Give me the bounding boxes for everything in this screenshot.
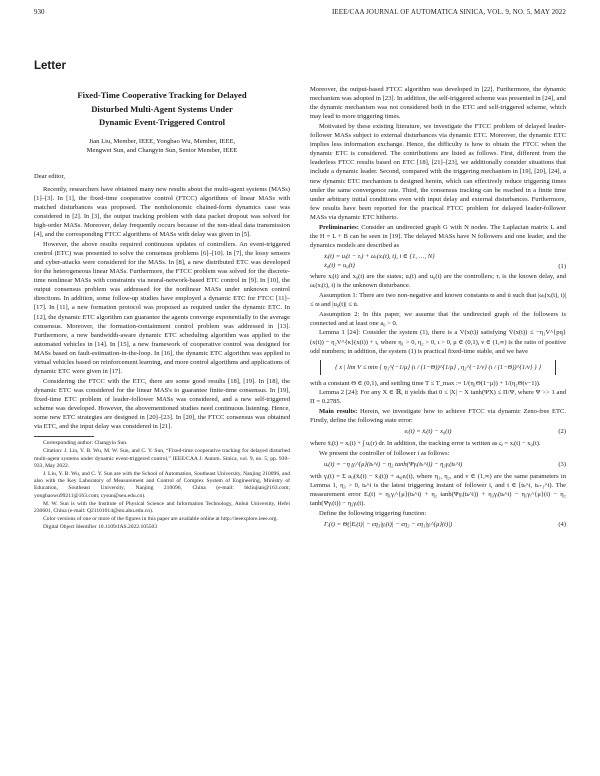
body-paragraph: Considering the FTCC with the ETC, there are some good results [18], [19]. In [18], the dynamic ETC was considered for the linear MAS's to guarantee finite-time consensus. In [19], fixed-time ETC problem of leader-follower MASs was considered, and a new self-triggered scheme was developed. However, the abovementioned studies need continuous listening. Hence, some new ETC strategies are designed in [20]–[23]. In [20], the FTCC consensus was obtained via ETC, and the input delay was considered in [21]. [34, 377, 290, 431]
footnote: Citation: J. Liu, Y. B. Wu, M. W. Sun, and C. Y. Sun, “Fixed-time cooperative tracking for delayed disturbed multi-agent systems under dynamic event-triggered control,” IEEE/CAA J. Autom. Sinica, vol. 9, no. 5, pp. 930–933, May 2022. [34, 448, 290, 469]
body-paragraph: Define the following triggering function: [319, 510, 427, 518]
authors-line: Mengwei Sun, and Changyin Sun, Senior Member, IEEE [86, 146, 238, 154]
footnotes [34, 440, 290, 531]
equation-4 [310, 520, 566, 530]
equation-4-body: Γᵢ(t) = Θ(|Eᵢ(t)| − ϵη₃|γᵢ(t)| − ϵη₂ − ϵη₁|γᵢ^{μ}(t)|) [324, 521, 453, 529]
equation-number: (4) [558, 521, 566, 529]
footnote-doi: Digital Object Identifier 10.1109/JAS.2022.105503 [43, 524, 158, 531]
preliminaries-text: Consider an undirected graph G with N nodes. The Laplacian matrix L and the H = L + B can be seen in [19]. The delayed MASs have N followers and one leader, and the dynamics models are described as [310, 223, 566, 249]
body-paragraph: We present the controller of follower i as follows: [319, 450, 450, 458]
lemma-2: Lemma 2 [24]: For any X ∈ ℝ, it yields that 0 ≤ |X| − X tanh(ΨX) ≤ Π/Ψ, where Ψ >> 1 and Π = 0.2785. [310, 389, 566, 406]
fixed-time-bound-equation: { x | lim V ≤ min { η₁^{−1/μ} (ι / (1−Θ))^{1/μ} , η₂^{−1/ν} (ι / (1−Θ))^{1/ν} } } [320, 360, 556, 375]
equation-number: (2) [558, 428, 566, 436]
footnote: J. Liu, Y. B. Wu, and C. Y. Sun are with the School of Automation, Southeast University, Nanjing 210096, and also with the Key Laboratory of Measurement and Control of Complex System of Engineering, Ministry of Education, Southeast University, Nanjing 210096, China (e-mail: bkliujian@163.com; yongbaowu99211@163.com; cysun@seu.edu.cn). [34, 470, 290, 499]
main-results-text: Herein, we investigate how to achieve FTCC via dynamic Zeno-free ETC. Firstly, define the following state error: [310, 408, 567, 425]
authors [34, 137, 290, 155]
body-paragraph: However, the above results required continuous updates of controllers. An event-triggered control (ETC) was presented to solve the consensus problems [6]–[10]. In [7], the lossy sensors and cyber-attacks were considered for the MASs. In [8], a new distributed ETC was developed for the heterogeneous linear MASs. Furthermore, the FTCC problem was solved for the discrete-time nonlinear MASs with constraints via neural-network-based ETC control in [9]. In [10], the output consensus problem was addressed for the nonlinear MASs under unknown control directions. In addition, some follow-up studies have employed a dynamic ETC for FTCC [11]–[17]. In [11], a new formation protocol was proposed as required under the dynamic ETC. In [12], the dynamic ETC algorithm can guarantee the agents converge exponentially to the average consensus. Moreover, the formation-containment control problem was addressed in [13]. Furthermore, a new bandwidth-aware dynamic ETC scheduling algorithm was applied to the automated vehicles in [14]. In [15], a new framework of cooperative control was designed for MASs based on fault-estimation-in-the-loop. In [16], the dynamic ETC algorithm was applied to virtual vehicles based on reinforcement learning, and more control algorithms and applications of dynamic ETC were given in [17]. [34, 240, 290, 376]
footnote-rule [34, 436, 94, 437]
equation-1 [310, 252, 566, 270]
title-line: Disturbed Multi-Agent Systems Under [91, 103, 233, 114]
footnote: Color versions of one or more of the figures in this paper are available online at http://ieeexplore.ieee.org. [43, 516, 278, 522]
equation-2-body: eᵢ(t) = x̄ᵢ(t) − x₀(t) [404, 428, 452, 436]
page-number: 930 [34, 8, 45, 16]
authors-line: Jian Liu, Member, IEEE, Yongbao Wu, Member, IEEE, [88, 137, 236, 145]
right-column [310, 85, 566, 532]
footnote: Corresponding author: Changyin Sun. [43, 440, 128, 447]
footnote: M. W. Sun is with the Institute of Physical Science and Information Technology, Anhui University, Hefei 230601, China (e-mail: Q21101014@stu.ahu.edu.cn). [34, 500, 290, 514]
equation-1b: ẋ₀(t) = u₀(t) [324, 261, 355, 269]
title-line: Dynamic Event-Triggered Control [98, 117, 226, 127]
equation-number: (3) [558, 461, 566, 469]
body-paragraph: with γᵢ(t) = Σ aᵢⱼ(x̄ᵢ(t) − x̄ⱼ(t)) + aᵢ₀eᵢ(t), where η₁, η₂, and ν ∈ (1,∞) are the same parameters in Lemma 1, η₃ > 0, tₖ^i is the latest triggering instant of follower i, and t ∈ [tₖ^i, tₖ₊₁^i). The measurement error Eᵢ(t) = η₁γᵢ^{μ}(tₖ^i) + η₂ tanh(Ψγᵢ(tₖ^i)) + η₃γᵢ(tₖ^i) − η₁γᵢ^{μ}(t) − η₂ tanh(Ψγᵢ(t)) − η₃γᵢ(t). [310, 473, 566, 508]
section-label: Letter [34, 60, 66, 72]
body-paragraph: Motivated by these existing literature, we investigate the FTCC problem of delayed leader-follower MASs subject to external disturbances via dynamic ETC. Moreover, the dynamic ETC implies less information exchange. Hence, the difficulty is how to obtain the FTCC when the dynamic ETC is considered. The contributions are listed as follows. First, different from the leaderless FTCC results based on ETC [18], [21]–[23], we additionally consider situations that include a dynamic leader. Second, compared with the triggering mechanism in [19], [20], [24], a new dynamic ETC mechanism is designed herein, which can effectively reduce triggering times under the same convergence rate. Third, the consensus tracking can be reached in a finite time under arbitrary initial conditions even with input delay and external disturbances. Furthermore, few results have been reported for the practical FTCC problem for delayed leader-follower MASs via dynamic ETC hitherto. [310, 122, 566, 221]
body-paragraph: Moreover, the output-based FTCC algorithm was developed in [22]. Furthermore, the dynamic mechanism was adopted in [23]. In addition, the self-triggered scheme was presented in [24], and the dynamic mechanism was not considered both in the ETC and self-triggered scheme, which may lead to more triggering times. [310, 86, 566, 121]
body-paragraph: with a constant Θ ∈ (0,1), and settling time T ≤ T_max := 1/(η₁Θ(1−μ)) + 1/(η₂Θ(ν−1)). [310, 379, 541, 387]
equation-3 [310, 460, 566, 470]
main-results-paragraph [310, 407, 566, 425]
body-paragraph: Recently, researchers have obtained many new results about the multi-agent systems (MASs) [1]–[3]. In [1], the fixed-time cooperative control (FTCC) algorithms of linear MASs with matched disturbances was proposed. The nonholonomic chained-form dynamics case was considered in [2]. In [3], the output tracking problem with data packet dropout was solved for high-order MASs. Moreover, delay frequently occurs because of the non-ideal data transmission [4], and the corresponding FTCC algorithms of MASs with delay was given in [5]. [34, 185, 290, 239]
equation-1a: ẋᵢ(t) = uᵢ(t − τᵢ) + ωᵢ(xᵢ(t), t), i ∈ {1, …, N} [324, 252, 435, 260]
lemma-1: Lemma 1 [24]: Consider the system (1), there is a V(x(t)) satisfying V̇(x(t)) ≤ −η₁V^{pq}(x(t)) − η₂V^{κ}(x(t)) + ι, where η₁ > 0, η₂ > 0, ι > 0, μ ∈ (0,1), ν ∈ (1,∞) is the ratio of positive odd numbers; in addition, the system (1) is practical fixed-time stable, and we have [310, 329, 566, 355]
equation-number: (1) [558, 262, 566, 270]
paper-title [34, 89, 290, 130]
preliminaries-paragraph [310, 223, 566, 250]
left-column [34, 85, 290, 532]
body-paragraph: where x̄ᵢ(t) = xᵢ(t) + ∫ uᵢ(r) dr. In addition, the tracking error is written as ςᵢ = xᵢ(t) − x₀(t). [310, 440, 541, 448]
preliminaries-heading: Preliminaries: [319, 223, 359, 231]
title-line: Fixed-Time Cooperative Tracking for Delayed [77, 90, 247, 100]
equation-3-body: uᵢ(t) = −η₁γᵢ^{μ}(tₖ^i) − η₂ tanh(Ψγᵢ(tₖ^i)) − η₃γᵢ(tₖ^i) [324, 461, 463, 469]
salutation: Dear editor, [34, 172, 66, 180]
assumption-1: Assumption 1: There are two non-negative and known constants ϖ and ū such that |ωᵢ(xᵢ(t), t)| ≤ ϖ and |u₀(t)| ≤ ū. [310, 291, 566, 308]
equation-2 [310, 427, 566, 437]
journal-name: IEEE/CAA JOURNAL OF AUTOMATICA SINICA, VOL. 9, NO. 5, MAY 2022 [331, 8, 566, 16]
body-paragraph: where xᵢ(t) and x₀(t) are the states; uᵢ(t) and u₀(t) are the controllers; τᵢ is the known delay, and ωᵢ(xᵢ(t), t) is the unknown disturbance. [310, 273, 566, 290]
assumption-2: Assumption 2: In this paper, we assume that the undirected graph of the followers is connected and at least one a₀ > 0. [310, 310, 566, 327]
running-header [34, 8, 566, 20]
main-results-heading: Main results: [319, 408, 358, 416]
